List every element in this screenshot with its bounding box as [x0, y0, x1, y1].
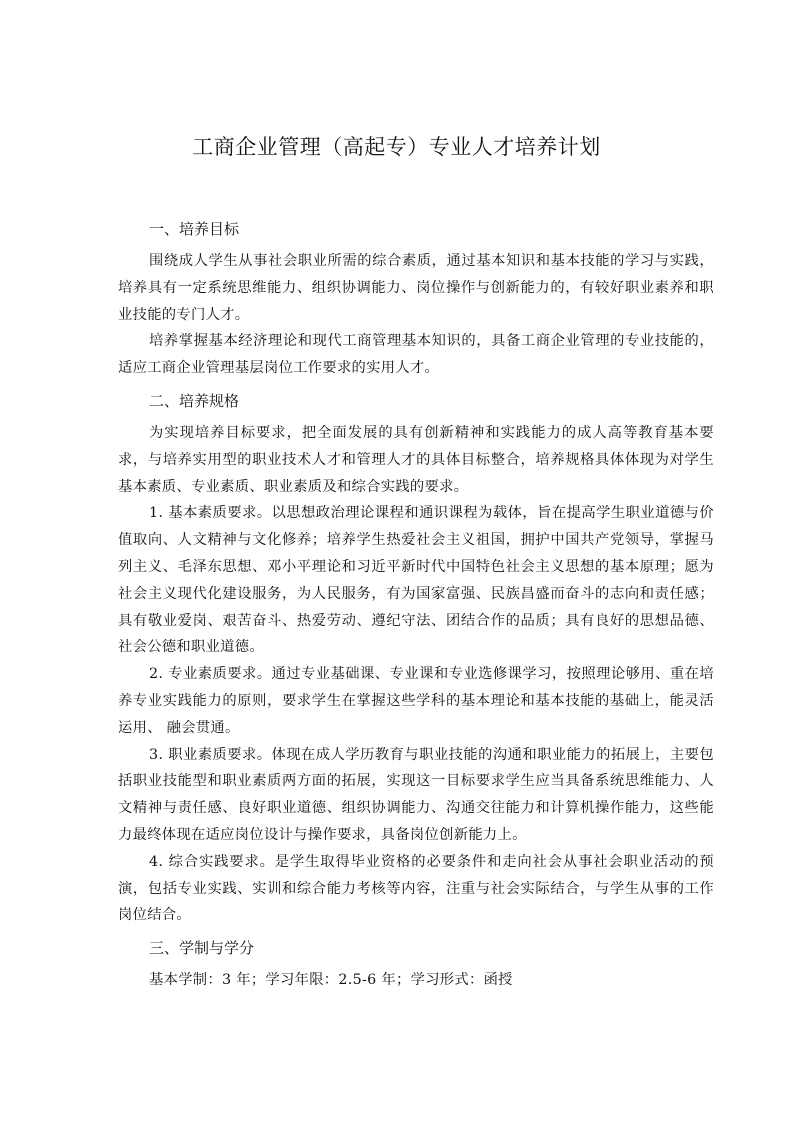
paragraph: 培养掌握基本经济理论和现代工商管理基本知识的，具备工商企业管理的专业技能的，适应工商企业管理基层岗位工作要求的实用人才。: [118, 333, 714, 377]
paragraph: 1. 基本素质要求。以思想政治理论课程和通识课程为载体，旨在提高学生职业道德与价值取向、人文精神与文化修养；培养学生热爱社会主义祖国，拥护中国共产党领导，掌握马列主义、毛泽东思想、邓小平理论和习近平新时代中国特色社会主义思想的基本原理；愿为社会主义现代化建设服务，为人民服务，有为国家富强、民族昌盛而奋斗的志向和责任感；具有敬业爱岗、艰苦奋斗、热爱劳动、遵纪守法、团结合作的品质；具有良好的思想品德、社会公德和职业道德。: [118, 505, 714, 656]
paragraph: 为实现培养目标要求，把全面发展的具有创新精神和实践能力的成人高等教育基本要求，与培养实用型的职业技术人才和管理人才的具体目标整合，培养规格具体体现为对学生基本素质、专业素质、职业素质及和综合实践的要求。: [118, 424, 714, 495]
section-heading-schooling-credits: 三、学制与学分: [149, 939, 255, 958]
paragraph: 2. 专业素质要求。通过专业基础课、专业课和专业选修课学习，按照理论够用、重在培养专业实践能力的原则，要求学生在掌握这些学科的基本理论和基本技能的基础上，能灵活运用、 融会贯通。: [118, 666, 714, 736]
paragraph: 围绕成人学生从事社会职业所需的综合素质，通过基本知识和基本技能的学习与实践，培养具有一定系统思维能力、组织协调能力、岗位操作与创新能力的，有较好职业素养和职业技能的专门人才。: [118, 253, 714, 323]
document-title: 工商企业管理（高起专）专业人才培养计划: [192, 135, 601, 159]
document-body: [118, 216, 714, 994]
paragraph: 基本学制：3 年；学习年限：2.5-6 年；学习形式：函授: [149, 972, 513, 989]
section-heading-training-spec: 二、培养规格: [149, 391, 240, 410]
section-heading-training-goal: 一、培养目标: [149, 220, 240, 238]
paragraph: 4. 综合实践要求。是学生取得毕业资格的必要条件和走向社会从事社会职业活动的预演，包括专业实践、实训和综合能力考核等内容，注重与社会实际结合，与学生从事的工作岗位结合。: [118, 853, 714, 924]
paragraph: 3. 职业素质要求。体现在成人学历教育与职业技能的沟通和职业能力的拓展上，主要包括职业技能型和职业素质两方面的拓展，实现这一目标要求学生应当具备系统思维能力、人文精神与责任感、良好职业道德、组织协调能力、沟通交往能力和计算机操作能力，这些能力最终体现在适应岗位设计与操作要求，具备岗位创新能力上。: [118, 746, 714, 843]
